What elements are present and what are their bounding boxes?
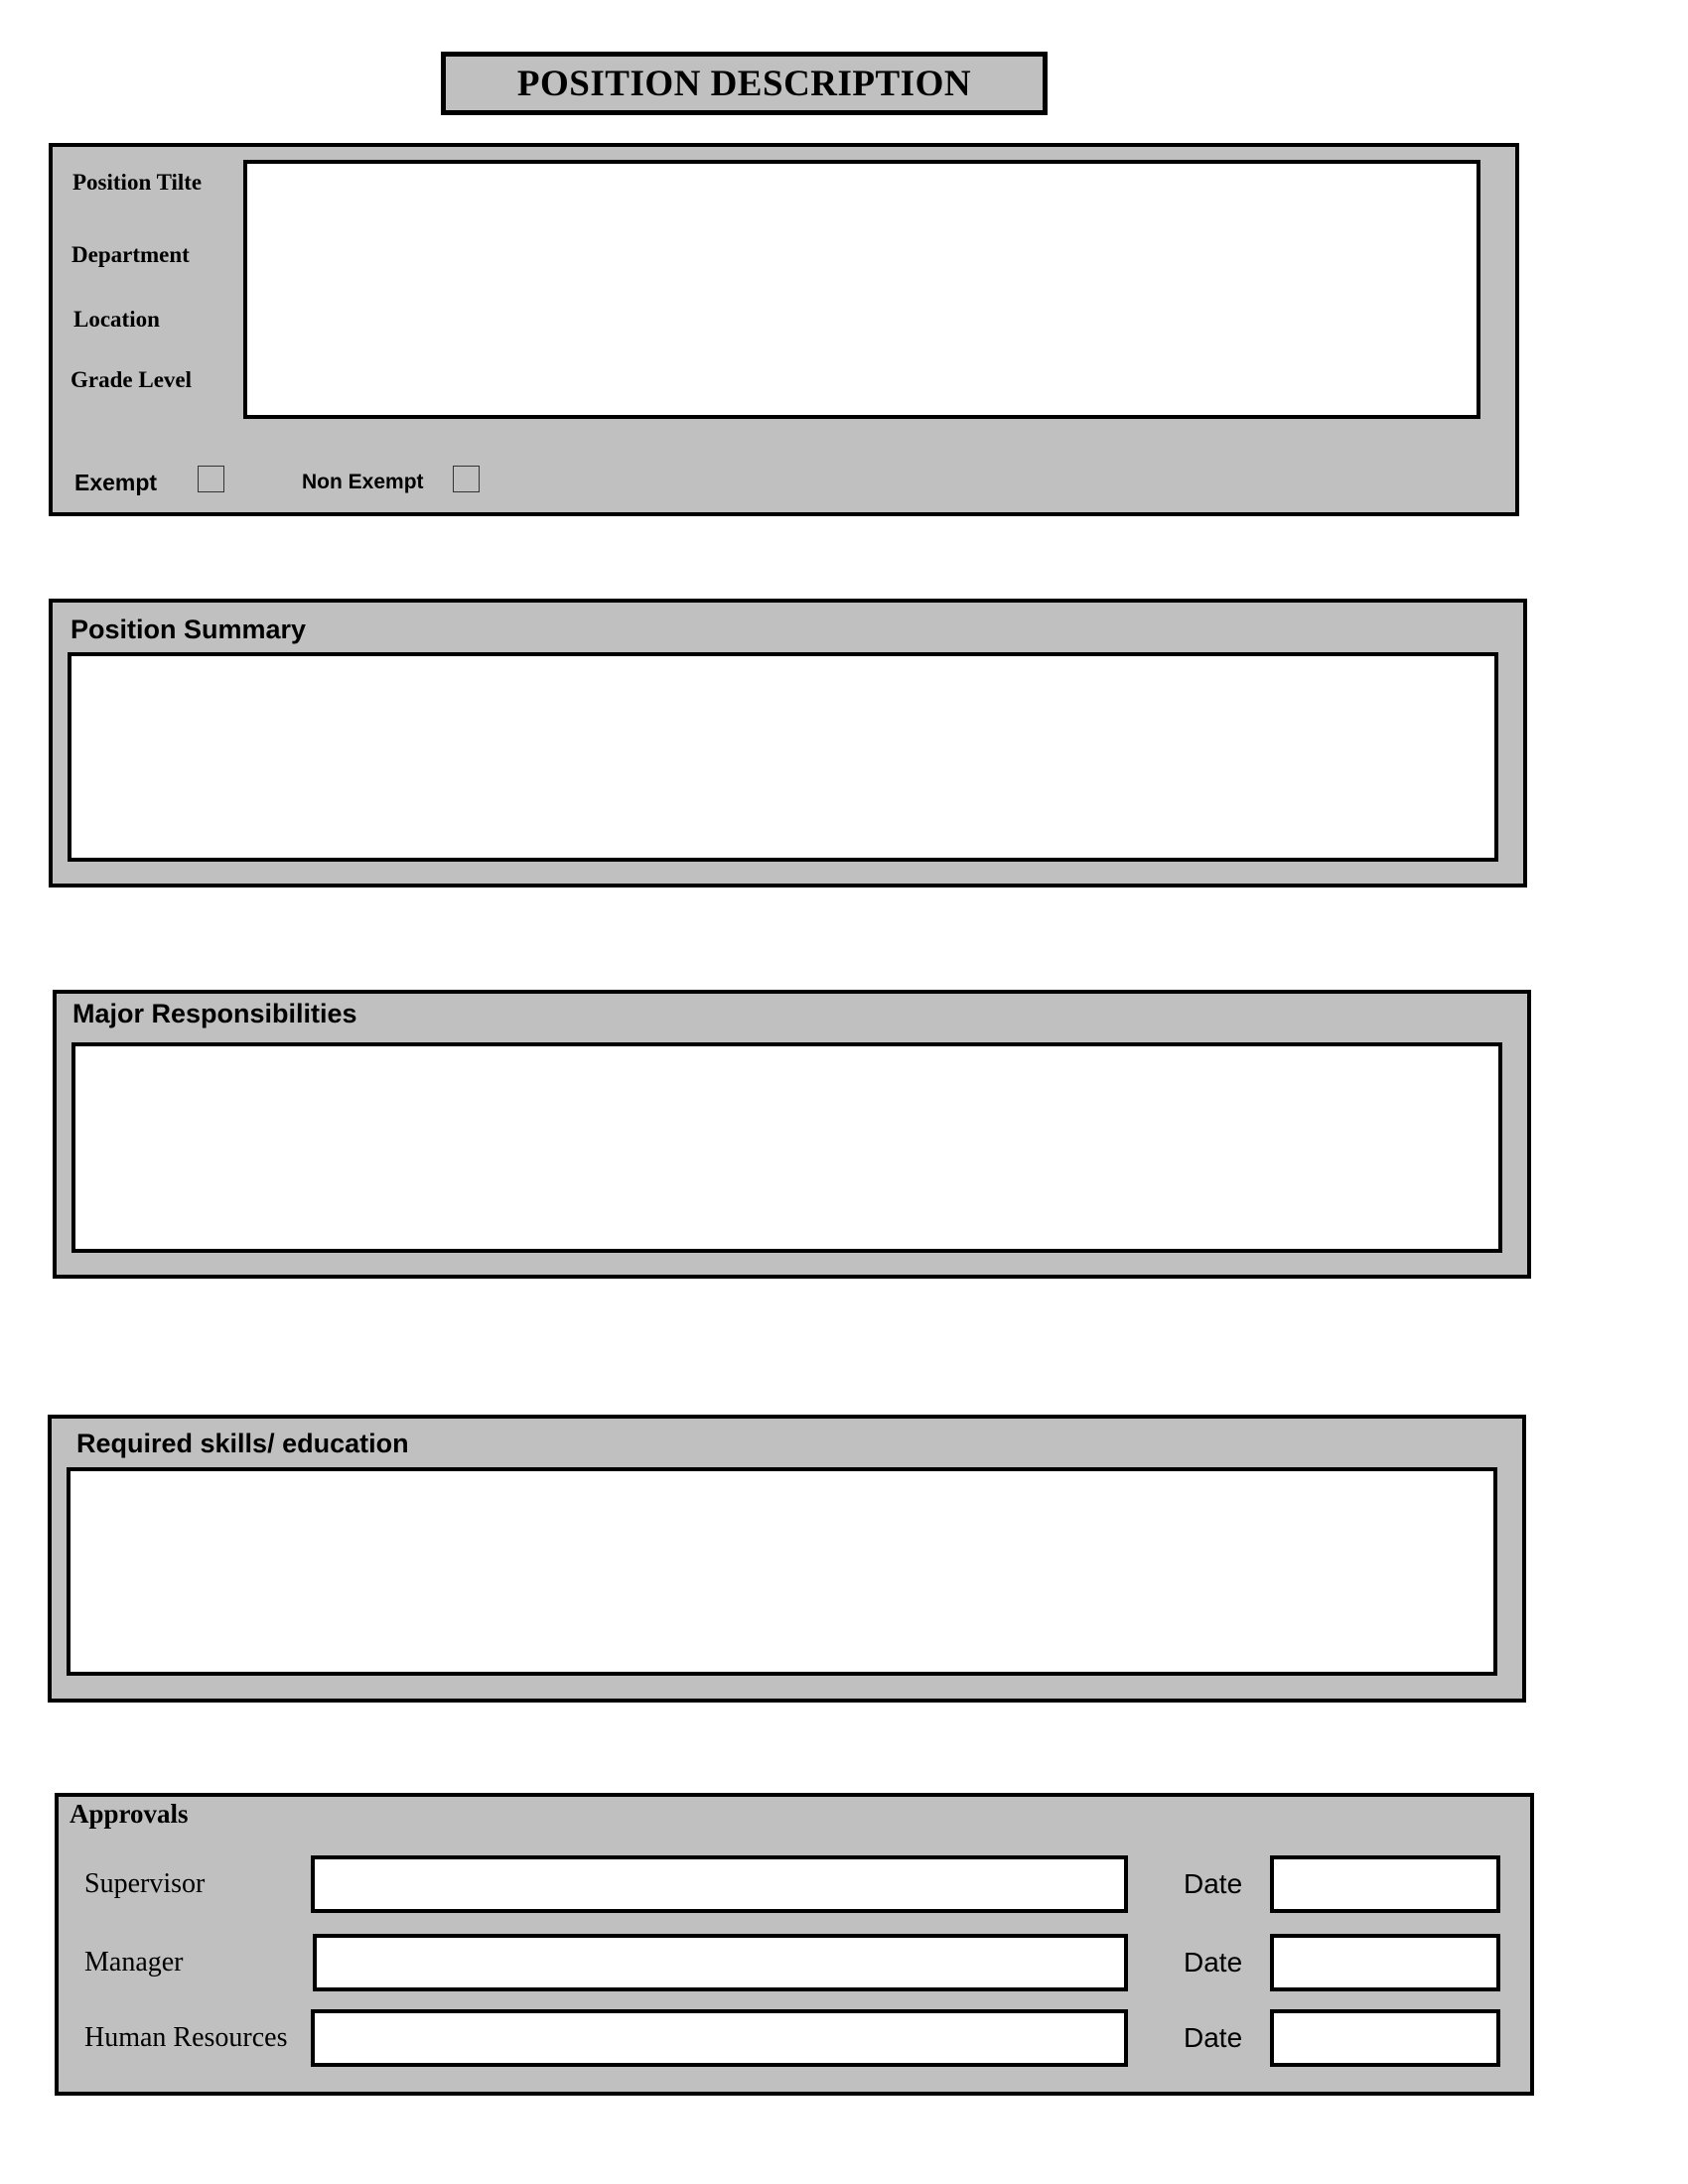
approvals-heading: Approvals [70,1799,189,1829]
manager-label: Manager [84,1947,184,1978]
non-exempt-checkbox[interactable] [453,466,480,492]
exempt-checkbox[interactable] [198,466,224,492]
supervisor-name-field[interactable] [311,1855,1128,1913]
major-responsibilities-heading: Major Responsibilities [72,999,357,1028]
position-summary-field[interactable] [68,652,1498,862]
manager-name-input[interactable] [317,1938,1124,1987]
supervisor-label: Supervisor [84,1868,206,1899]
location-label: Location [73,307,160,332]
position-summary-heading: Position Summary [70,614,307,644]
non-exempt-label: Non Exempt [302,471,424,493]
manager-date-field[interactable] [1270,1934,1500,1991]
supervisor-date-field[interactable] [1270,1855,1500,1913]
manager-date-label: Date [1184,1947,1243,1978]
human-resources-name-field[interactable] [311,2009,1128,2067]
human-resources-name-input[interactable] [315,2013,1124,2063]
major-responsibilities-textarea[interactable] [75,1046,1498,1249]
position-title-label: Position Tilte [72,170,203,195]
required-skills-heading: Required skills/ education [76,1429,409,1458]
manager-date-input[interactable] [1274,1938,1496,1987]
human-resources-date-label: Date [1184,2022,1243,2053]
major-responsibilities-field[interactable] [71,1042,1502,1253]
human-resources-label: Human Resources [84,2022,288,2053]
department-label: Department [71,242,190,267]
position-summary-textarea[interactable] [71,656,1494,858]
supervisor-date-label: Date [1184,1868,1243,1899]
required-skills-field[interactable] [67,1467,1497,1676]
exempt-label: Exempt [74,470,158,495]
position-info-textarea[interactable] [247,164,1477,415]
required-skills-textarea[interactable] [70,1471,1493,1672]
manager-name-field[interactable] [313,1934,1128,1991]
page-title-box [441,52,1048,115]
supervisor-name-input[interactable] [315,1859,1124,1909]
human-resources-date-input[interactable] [1274,2013,1496,2063]
grade-level-label: Grade Level [70,367,192,392]
page-title: POSITION DESCRIPTION [516,63,972,104]
position-info-field[interactable] [243,160,1480,419]
human-resources-date-field[interactable] [1270,2009,1500,2067]
supervisor-date-input[interactable] [1274,1859,1496,1909]
